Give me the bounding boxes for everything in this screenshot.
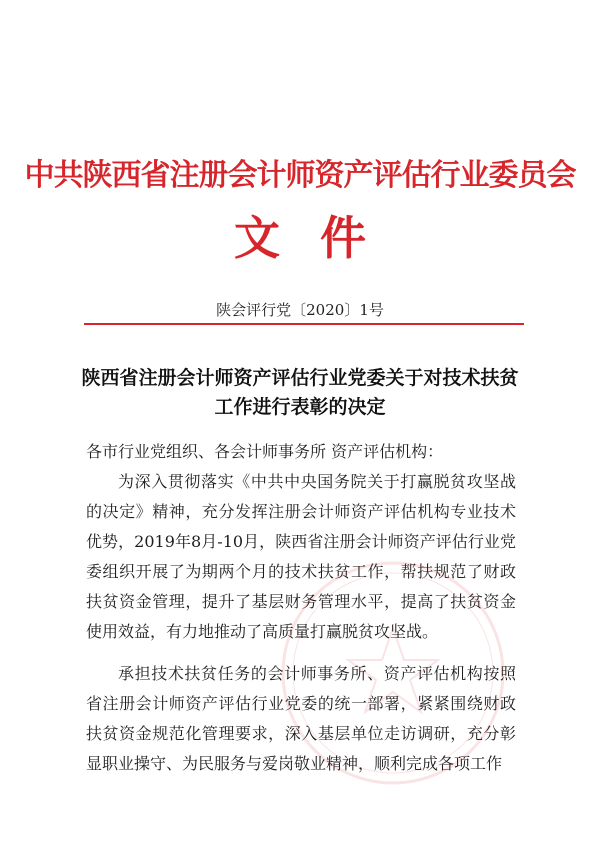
document-number: 陕会评行党〔2020〕1号 bbox=[216, 301, 384, 319]
decision-title-line-1: 陕西省注册会计师资产评估行业党委关于对技术扶贫 bbox=[81, 367, 519, 389]
decision-title-line-2: 工作进行表彰的决定 bbox=[214, 396, 386, 418]
body-paragraph-2: 承担技术扶贫任务的会计师事务所、资产评估机构按照省注册会计师资产评估行业党委的统一部署，紧紧围绕财政扶贫资金规范化管理要求，深入基层单位走访调研，充分彰显职业操守、为民服务与爱岗敬业精神，顺利完成各项工作 bbox=[86, 664, 516, 773]
salutation: 各市行业党组织、各会计师事务所 资产评估机构： bbox=[86, 442, 444, 461]
document-body bbox=[86, 437, 516, 779]
body-paragraph-1: 为深入贯彻落实《中共中央国务院关于打赢脱贫攻坚战的决定》精神，充分发挥注册会计师资产评估机构专业技术优势，2019年8月-10月，陕西省注册会计师资产评估行业党委组织开展了为期两个月的技术扶贫工作，帮扶规范了财政扶贫资金管理，提升了基层财务管理水平，提高了扶贫资金使用效益，有力地推动了高质量打赢脱贫攻坚战。 bbox=[86, 472, 516, 641]
document-header-word: 文件 bbox=[234, 211, 406, 265]
issuing-organization-title: 中共陕西省注册会计师资产评估行业委员会 bbox=[24, 158, 576, 193]
red-divider-line bbox=[84, 323, 524, 325]
decision-title bbox=[60, 364, 540, 422]
